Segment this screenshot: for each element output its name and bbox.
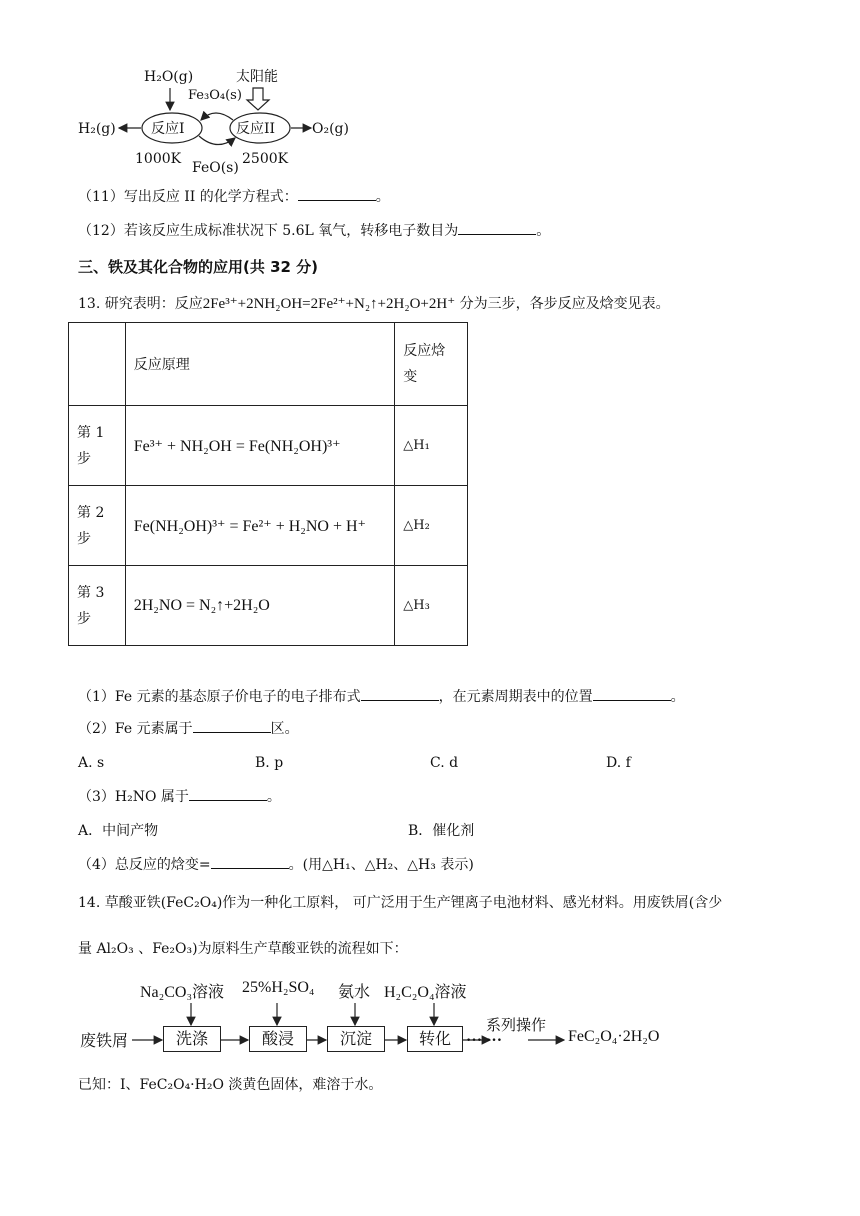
table-row xyxy=(69,486,468,566)
flow-reagent-2: 25%H₂SO₄ xyxy=(242,979,315,996)
question-14-line2: 量 Al₂O₃ 、Fe₂O₃)为原料生产草酸亚铁的流程如下： xyxy=(78,941,408,957)
option-a[interactable]: A. s xyxy=(78,755,105,771)
step-label: 第 2 步 xyxy=(69,486,126,566)
step-enthalpy: △H₁ xyxy=(395,406,468,486)
step-label: 第 1 步 xyxy=(69,406,126,486)
cycle-h2o-label: H₂O(g) xyxy=(144,69,194,85)
cycle-fe3o4-label: Fe₃O₄(s) xyxy=(188,88,242,103)
question-12: （12）若该反应生成标准状况下 5.6L 氧气，转移电子数目为 。 xyxy=(78,223,551,239)
cycle-temp2-label: 2500K xyxy=(242,151,289,167)
cycle-temp1-label: 1000K xyxy=(135,151,182,167)
q13-overall-equation: 2Fe³⁺+2NH₂OH=2Fe²⁺+N₂↑+2H₂O+2H⁺ xyxy=(202,296,456,312)
option-a[interactable]: A．中间产物 xyxy=(78,823,159,839)
flow-step-convert: 转化 xyxy=(407,1026,463,1052)
question-13-intro: 13. 研究表明：反应2Fe³⁺+2NH₂OH=2Fe²⁺+N₂↑+2H₂O+2H⁺ 分为三步，各步反应及焓变见表。 xyxy=(78,296,670,312)
option-b[interactable]: B．催化剂 xyxy=(408,823,475,839)
cycle-solar-label: 太阳能 xyxy=(236,69,278,85)
option-c[interactable]: C. d xyxy=(430,755,459,771)
table-row xyxy=(69,566,468,646)
option-b[interactable]: B. p xyxy=(255,755,284,771)
table-row xyxy=(69,406,468,486)
flow-step-precipitate: 沉淀 xyxy=(327,1026,385,1052)
cycle-rxn2-label: 反应II xyxy=(236,121,276,137)
cycle-h2-label: H₂(g) xyxy=(78,121,116,137)
step-equation: 2H₂NO = N₂↑+2H₂O xyxy=(125,566,395,646)
cycle-rxn1-label: 反应I xyxy=(151,121,185,137)
flow-reagent-1: Na₂CO₃溶液 xyxy=(140,984,225,1001)
question-13-4: （4）总反应的焓变= 。(用△H₁、△H₂、△H₃ 表示) xyxy=(78,857,474,873)
flow-product-label: FeC₂O₄·2H₂O xyxy=(568,1028,660,1045)
option-d[interactable]: D. f xyxy=(606,755,631,771)
flow-start-label: 废铁屑 xyxy=(80,1033,129,1050)
flow-step-wash: 洗涤 xyxy=(163,1026,221,1052)
known-condition: 已知：Ⅰ、FeC₂O₄·H₂O 淡黄色固体，难溶于水。 xyxy=(78,1077,383,1093)
flow-reagent-3: 氨水 xyxy=(338,984,371,1001)
step-enthalpy: △H₂ xyxy=(395,486,468,566)
header-principle: 反应原理 xyxy=(125,323,395,406)
section-heading: 三、铁及其化合物的应用(共 32 分) xyxy=(78,258,319,276)
reaction-steps-table xyxy=(68,322,468,646)
question-14-line1: 14. 草酸亚铁(FeC₂O₄)作为一种化工原料， 可广泛用于生产锂离子电池材料、感光材料。用废铁屑(含少 xyxy=(78,895,723,911)
step-equation: Fe(NH₂OH)³⁺ = Fe²⁺ + H₂NO + H⁺ xyxy=(125,486,395,566)
cycle-o2-label: O₂(g) xyxy=(312,121,349,137)
flow-reagent-4: H₂C₂O₄溶液 xyxy=(384,984,467,1001)
question-13-2: （2）Fe 元素属于 区。 xyxy=(78,721,299,737)
step-equation: Fe³⁺ + NH₂OH = Fe(NH₂OH)³⁺ xyxy=(125,406,395,486)
step-label: 第 3 步 xyxy=(69,566,126,646)
header-enthalpy: 反应焓变 xyxy=(395,323,468,406)
flow-ellipsis: … … xyxy=(466,1028,502,1045)
question-13-1: （1）Fe 元素的基态原子价电子的电子排布式 ，在元素周期表中的位置 。 xyxy=(78,689,685,705)
cycle-feo-label: FeO(s) xyxy=(192,160,239,176)
table-header-row xyxy=(69,323,468,406)
question-13-3: （3）H₂NO 属于 。 xyxy=(78,789,281,805)
cycle-arrows xyxy=(75,62,365,172)
question-11: （11）写出反应 II 的化学方程式： 。 xyxy=(78,189,390,205)
flow-step-acid-leach: 酸浸 xyxy=(249,1026,307,1052)
flow-series-label: 系列操作 xyxy=(486,1018,547,1034)
step-enthalpy: △H₃ xyxy=(395,566,468,646)
